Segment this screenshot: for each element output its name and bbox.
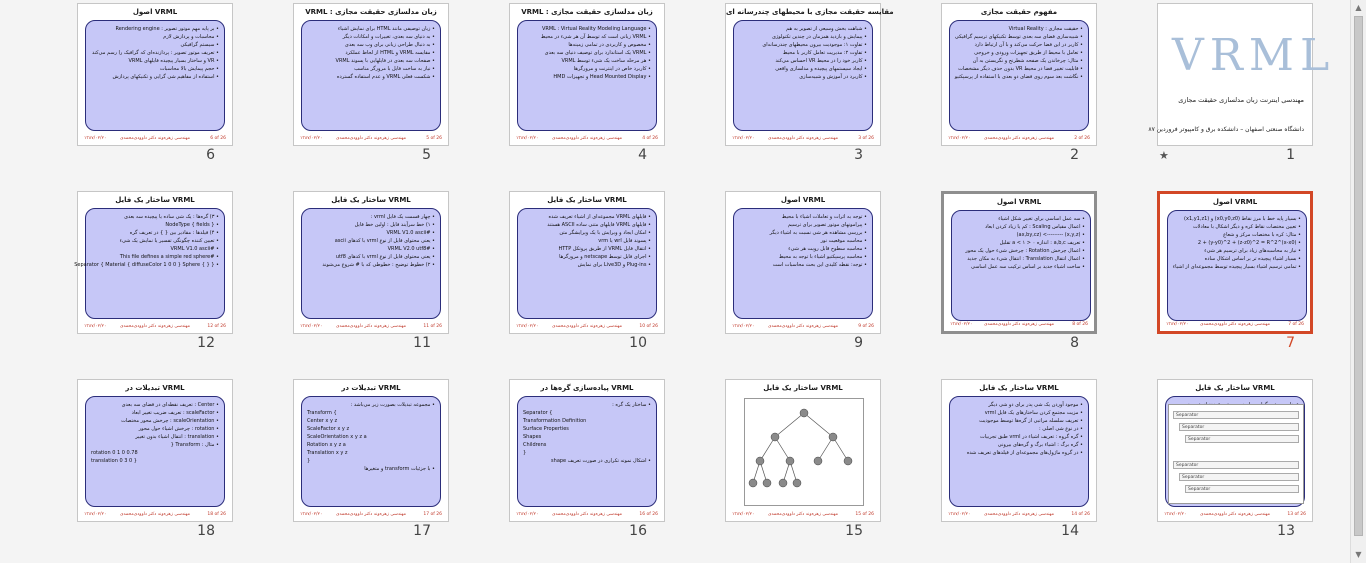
- slide-title: پیاده‌سازی گره‌ها در VRML: [540, 384, 634, 392]
- slide-12-preview[interactable]: [74, 191, 233, 334]
- title-slide-university: دانشگاه صنعتی اصفهان – دانشکده برق و کامپیوتر فروردین ۸۷: [1148, 126, 1304, 133]
- slide-content-box: [517, 20, 657, 131]
- slide-number: 12: [197, 335, 215, 351]
- slide-bullet: • نیاز به محاسبه‌های زیاد برای ترسیم هر شیء: [1204, 248, 1301, 254]
- slide-bullet: • یعنی محتوای فایل از نوع vrml با کدهای utf8: [335, 254, 435, 260]
- slide-title: تبدیلات در VRML: [341, 384, 401, 392]
- slide-thumbnail-6[interactable]: [77, 3, 233, 163]
- vertical-scrollbar[interactable]: [1350, 0, 1366, 563]
- slide-bullet: • شباهت بخش وسیعی از تصویر به هم: [786, 26, 867, 32]
- footer-date: ۱۳۸۷/۰۲/۲۰: [1164, 512, 1187, 517]
- slide-footer: [78, 511, 232, 519]
- slide-bullet: • تعریف سلسله مراتبی از گره‌ها توسط موجودیت: [979, 418, 1083, 424]
- tree-edge: [804, 413, 833, 437]
- slide-title: ساختار یک فایل VRML: [547, 196, 627, 204]
- slide-footer: [726, 511, 880, 519]
- slide-number: 1: [1286, 147, 1295, 163]
- slide-bullet: • پیرامونهای موتور تصویر برای ترسیم: [787, 222, 867, 228]
- slide-bullet: • ایجاد سیستمهای پیچیده و مدلسازی واقعی: [775, 66, 867, 72]
- slide-bullet: }: [523, 450, 527, 456]
- slide-bullet: • موجود آوردن یک شی پدر برای دو شی دیگر: [988, 402, 1083, 408]
- scrollbar-thumb[interactable]: [1354, 16, 1363, 536]
- footer-page-count: 11 of 26: [423, 324, 442, 329]
- slide-bullet: • #VRML V1.0 ascii: [386, 230, 435, 236]
- slide-bullet: • scaleFactor : تعریف ضریب تغییر ابعاد: [131, 410, 219, 416]
- slide-thumbnail-13[interactable]: [1157, 379, 1313, 539]
- slide-bullet: • مثال : Transform {: [170, 442, 219, 448]
- footer-date: ۱۳۸۷/۰۲/۲۰: [84, 512, 107, 517]
- slide-bullet: • بر پایه مهم موتور تصویر : Rendering engine: [115, 26, 219, 32]
- footer-page-count: 9 of 26: [858, 324, 874, 329]
- slide-15-preview[interactable]: [725, 379, 881, 522]
- tree-node: [749, 479, 757, 487]
- footer-date: ۱۳۸۷/۰۲/۲۰: [84, 136, 107, 141]
- slide-bullet: • محاسبات و پردازش لازم: [163, 34, 219, 40]
- slide-bullet: • شکست فعلی VRML و عدم استفاده گسترده: [336, 74, 435, 80]
- slide-bullet: • شبیه‌سازی فضای سه بعدی توسط تکنیکهای ترسیم گرافیکی: [954, 34, 1083, 40]
- slide-bullet: • سه عمل اساسی برای تغییر شکل اشیاء: [998, 216, 1085, 222]
- slide-bullet: Surface Properties: [523, 426, 569, 432]
- slide-bullet: • امکان ایجاد و ویرایش با یک ویرایشگر متن: [559, 230, 651, 236]
- footer-date: ۱۳۸۷/۰۲/۲۰: [300, 512, 323, 517]
- slide-bullet: • تعیین مختصات نقاط کره و دیگر اشکال با معادلات: [1192, 224, 1301, 230]
- slide-content-box: [301, 396, 441, 507]
- slide-bullet: • کاربرد در آموزش و شبیه‌سازی: [799, 74, 867, 80]
- slide-footer: [944, 321, 1094, 329]
- slide-thumbnail-5[interactable]: [293, 3, 449, 163]
- slide-bullet: • توجه به اثرات و تعاملات اشیاء با محیط: [781, 214, 867, 220]
- slide-title: ساختار یک فایل VRML: [1195, 384, 1275, 392]
- slide-bullet: • چهار قسمت یک فایل vrml :: [370, 214, 435, 220]
- slide-title: تبدیلات در VRML: [125, 384, 185, 392]
- slide-bullet: • به دنبال طراحی زبانی برای وب سه بعدی: [344, 42, 435, 48]
- slide-bullet: Transform {: [307, 410, 337, 416]
- slide-bullet: • ساختار یک گره :: [612, 402, 651, 408]
- slide-bullet: • مثال: کره با مختصات مرکز و شعاع: [1223, 232, 1301, 238]
- footer-page-count: 8 of 26: [1072, 322, 1088, 327]
- slide-bullet: ScaleFactor x y z: [307, 426, 350, 432]
- slide-bullet: • سیستم گرافیکی: [180, 42, 219, 48]
- slide-1-preview[interactable]: [1148, 3, 1336, 146]
- slide-number: 2: [1070, 147, 1079, 163]
- footer-date: ۱۳۸۷/۰۲/۲۰: [516, 136, 539, 141]
- tree-svg: [745, 399, 863, 505]
- slide-thumbnail-1[interactable]: [1148, 3, 1336, 163]
- separator-row: Separator: [1185, 485, 1299, 493]
- footer-page-count: 18 of 26: [207, 512, 226, 517]
- footer-authors: مهندسی زهره‌وند دکتر داوودی‌محمدی: [983, 136, 1055, 141]
- footer-authors: مهندسی زهره‌وند دکتر داوودی‌محمدی: [119, 512, 191, 517]
- footer-authors: مهندسی زهره‌وند دکتر داوودی‌محمدی: [335, 512, 407, 517]
- slide-bullet: • اعمال چرخش Rotation : چرخش شیء حول یک محور: [965, 248, 1085, 254]
- footer-authors: مهندسی زهره‌وند دکتر داوودی‌محمدی: [1199, 322, 1271, 327]
- slide-title: مفهوم حقیقت مجازی: [980, 8, 1058, 16]
- slide-content-box: [85, 20, 225, 131]
- slide-bullet: • استفاده از مفاهیم شی گرایی و تکنیکهای پردازش: [112, 74, 219, 80]
- slide-6-preview[interactable]: [77, 3, 233, 146]
- tree-node: [793, 479, 801, 487]
- footer-page-count: 16 of 26: [639, 512, 658, 517]
- slide-bullet: • محاسبه پرسپکتیو اشیاء با توجه به محیط: [779, 254, 867, 260]
- slide-7-preview[interactable]: [1157, 191, 1313, 334]
- slide-title: اصول VRML: [780, 196, 826, 204]
- tree-node: [814, 457, 822, 465]
- footer-authors: مهندسی زهره‌وند دکتر داوودی‌محمدی: [119, 136, 191, 141]
- footer-authors: مهندسی زهره‌وند دکتر داوودی‌محمدی: [551, 136, 623, 141]
- slide-bullet: rotation 0 1 0 0.78: [91, 450, 138, 456]
- slide-footer: [510, 135, 664, 143]
- title-slide-subtitle: مهندسی اینترنت زبان مدلسازی حقیقت مجازی: [1178, 96, 1304, 104]
- slide-content-box: [1167, 210, 1307, 321]
- slide-bullet: • حجم پیمایش بالا محاسبات: [159, 66, 219, 72]
- slide-bullet: • VRML یک استاندارد برای توصیف دنیای سه بعدی: [544, 50, 651, 56]
- footer-date: ۱۳۸۷/۰۲/۲۰: [516, 512, 539, 517]
- slide-thumbnail-3[interactable]: [725, 3, 894, 163]
- footer-authors: مهندسی زهره‌وند دکتر داوودی‌محمدی: [767, 512, 839, 517]
- slide-content-box: [301, 20, 441, 131]
- slide-bullet: • #VRML V1.0 ascii: [170, 246, 219, 252]
- footer-date: ۱۳۸۷/۰۲/۲۰: [300, 324, 323, 329]
- slide-content-box: [949, 20, 1089, 131]
- footer-authors: مهندسی زهره‌وند دکتر داوودی‌محمدی: [551, 512, 623, 517]
- slide-bullet: • scaleOrientation : چرخش محور مختصات: [121, 418, 219, 424]
- footer-date: ۱۳۸۷/۰۲/۲۰: [950, 322, 973, 327]
- slide-bullet: • بسیار اشیاء پیچیده تر بر اساس اشکال ساده: [1204, 256, 1301, 262]
- slide-bullet: • کاربر در این فضا حرکت می‌کند و با آن ارتباط دارد: [974, 42, 1083, 48]
- slide-13-preview[interactable]: [1157, 379, 1313, 522]
- slide-bullet: • VRML : Virtual Reality Modeling Language: [541, 26, 651, 32]
- footer-date: ۱۳۸۷/۰۲/۲۰: [1166, 322, 1189, 327]
- slide-bullet: • مثال: چرخاندن یک صفحه شطرنج و نگریستن به آن: [972, 58, 1083, 64]
- slide-bullet: • NodeType { fields }: [165, 222, 219, 228]
- slide-9-preview[interactable]: [725, 191, 881, 334]
- slide-bullet: }: [307, 458, 311, 464]
- slide-bullet: • ساخت اشیاء جدید بر اساس ترکیب سه عمل اساسی: [971, 264, 1085, 270]
- footer-date: ۱۳۸۷/۰۲/۲۰: [84, 324, 107, 329]
- slide-bullet: • translation : انتقال اشیاء بدون تغییر: [135, 434, 219, 440]
- footer-date: ۱۳۸۷/۰۲/۲۰: [732, 136, 755, 141]
- tree-edge: [775, 413, 804, 437]
- slide-2-preview[interactable]: [941, 3, 1097, 146]
- scroll-up-arrow-icon[interactable]: ▲: [1355, 3, 1362, 12]
- slide-bullet: Transformation Definition: [523, 418, 587, 424]
- slide-footer: [1158, 511, 1312, 519]
- footer-date: ۱۳۸۷/۰۲/۲۰: [732, 324, 755, 329]
- slide-number: 16: [629, 523, 647, 539]
- slide-10-preview[interactable]: [509, 191, 665, 334]
- slide-bullet: Center x y z: [307, 418, 338, 424]
- footer-authors: مهندسی زهره‌وند دکتر داوودی‌محمدی: [1199, 512, 1271, 517]
- slide-4-preview[interactable]: [509, 3, 665, 146]
- tree-node: [763, 479, 771, 487]
- slide-bullet: • نگاشت بعد سوم روی فضای دو بعدی با استفاده از پرسپکتیو: [954, 74, 1083, 80]
- slide-content-box: [517, 396, 657, 507]
- slide-bullet: • قابلیت تغییر فضا در محیط VR بدون حذف دیگر مشخصات: [958, 66, 1083, 72]
- slide-footer: [510, 511, 664, 519]
- slide-footer: [942, 135, 1096, 143]
- slide-bullet: • گره گروه : تعریف اشیاء در vrml طبق تجربیات: [980, 434, 1083, 440]
- slide-thumbnail-7[interactable]: [1157, 191, 1313, 351]
- slide-title: اصول VRML: [1212, 198, 1258, 206]
- slide-number: 6: [206, 147, 215, 163]
- footer-date: ۱۳۸۷/۰۲/۲۰: [948, 136, 971, 141]
- slide-bullet: Rotation x y z a: [307, 442, 346, 448]
- slide-thumbnail-9[interactable]: [725, 191, 881, 351]
- slide-14-preview[interactable]: [941, 379, 1097, 522]
- slide-number: 4: [638, 147, 647, 163]
- slide-bullet: • اعمال انتقال Translation : انتقال شیء به مکان جدید: [967, 256, 1085, 262]
- slide-bullet: • تعریف موتور تصویر : پردازنده‌ای که گرافیک را رسم می‌کند: [92, 50, 219, 56]
- footer-date: ۱۳۸۷/۰۲/۲۰: [516, 324, 539, 329]
- slide-footer: [510, 323, 664, 331]
- slide-bullet: translation 0 3 0 }: [91, 458, 137, 464]
- slide-bullet: • پیمایش و بازدید همزمان در چندین تکنولوژی: [771, 34, 867, 40]
- separator-row: Separator: [1185, 435, 1299, 443]
- slide-3-preview[interactable]: [725, 3, 894, 146]
- slide-bullet: • (x,y,z) ---------> (ax,by,cz): [1016, 232, 1085, 238]
- slide-bullet: • Center : تعریف نقطه‌ای در فضای سه بعدی: [121, 402, 219, 408]
- slide-thumbnail-12[interactable]: [74, 191, 233, 351]
- slide-bullet: Translation x y z: [307, 450, 348, 456]
- hierarchy-table-image: [1168, 404, 1304, 504]
- slide-bullet: • در گروه ماژول‌های مجموعه‌ای از فیلدهای تعریف شده: [966, 450, 1083, 456]
- slide-thumbnail-16[interactable]: [509, 379, 665, 539]
- footer-page-count: 6 of 26: [210, 136, 226, 141]
- separator-row: Separator: [1173, 461, 1299, 469]
- slide-bullet: • تعامل با محیط از طریق تجهیزات ورودی و خروجی: [974, 50, 1083, 56]
- slide-bullet: • محاسبه سطوح قابل رویت هر شیء: [788, 246, 867, 252]
- footer-page-count: 2 of 26: [1074, 136, 1090, 141]
- tree-node: [829, 433, 837, 441]
- slide-bullet: • #This file defines a simple red sphere: [119, 254, 219, 260]
- slide-bullet: • اجرای فایل توسط netscape و مرورگرها: [559, 254, 651, 260]
- footer-authors: مهندسی زهره‌وند دکتر داوودی‌محمدی: [335, 324, 407, 329]
- slide-footer: [294, 511, 448, 519]
- slide-bullet: • VRML زبانی است که توسط آن هر شیء در محیط: [540, 34, 651, 40]
- slide-bullet: • انتقال فایل VRML از طریق پروتکل HTTP: [558, 246, 651, 252]
- slide-bullet: • Plug-ins و Live3D برای نمایش: [577, 262, 651, 268]
- scroll-down-arrow-icon[interactable]: ▼: [1355, 550, 1362, 559]
- slide-8-preview[interactable]: [941, 191, 1097, 334]
- slide-number: 14: [1061, 523, 1079, 539]
- slide-bullet: • Head Mounted Display و تجهیزات HMD: [553, 74, 651, 80]
- slide-bullet: Shapes: [523, 434, 542, 440]
- slide-bullet: • مخصوص و کاربردی در تمامی زمینه‌ها: [568, 42, 651, 48]
- footer-page-count: 5 of 26: [426, 136, 442, 141]
- slide-11-preview[interactable]: [293, 191, 449, 334]
- slide-bullet: • تفاوت ۲: مدیریت تعامل کاربر با محیط: [782, 50, 867, 56]
- slide-bullet: • مزیت مجتمع کردن ساختارهای یک فایل vrml: [984, 410, 1083, 416]
- slide-number: 17: [413, 523, 431, 539]
- slide-5-preview[interactable]: [293, 3, 449, 146]
- slide-thumbnail-2[interactable]: [941, 3, 1097, 163]
- slide-bullet: • تعیین کننده چگونگی تفسیر یا نمایش یک شیء: [119, 238, 219, 244]
- slide-bullet: • صفحات سه بعدی در فایلهایی با پسوند VRML: [335, 58, 435, 64]
- footer-page-count: 12 of 26: [207, 324, 226, 329]
- slide-footer: [294, 323, 448, 331]
- footer-date: ۱۳۸۷/۰۲/۲۰: [732, 512, 755, 517]
- footer-date: ۱۳۸۷/۰۲/۲۰: [300, 136, 323, 141]
- footer-page-count: 10 of 26: [639, 324, 658, 329]
- slide-title: ساختار یک فایل VRML: [979, 384, 1059, 392]
- footer-page-count: 3 of 26: [858, 136, 874, 141]
- slide-bullet: • VR و ساختار بسیار پیچیده فایلهای VRML: [128, 58, 219, 64]
- slide-bullet: • توجه: نقطه کلیدی این بحث محاسبات است: [772, 262, 867, 268]
- footer-page-count: 7 of 26: [1288, 322, 1304, 327]
- slide-bullet: • حقیقت مجازی : Virtual Reality: [1008, 26, 1083, 32]
- slide-bullet: • هر مرحله ساخت یک شیء توسط VRML: [561, 58, 651, 64]
- slide-bullet: Separator {: [523, 410, 553, 416]
- slide-18-preview[interactable]: [77, 379, 233, 522]
- footer-page-count: 17 of 26: [423, 512, 442, 517]
- slide-thumbnail-18[interactable]: [77, 379, 233, 539]
- footer-authors: مهندسی زهره‌وند دکتر داوودی‌محمدی: [983, 322, 1055, 327]
- slide-bullet: • پسوند فایل wrl یا vrm: [598, 238, 651, 244]
- footer-page-count: 14 of 26: [1071, 512, 1090, 517]
- slide-number: 18: [197, 523, 215, 539]
- slide-bullet: • در نوع شی اصلی :: [1039, 426, 1083, 432]
- slide-number: 8: [1070, 335, 1079, 351]
- slide-bullet: • تعریف a,b,c : اندازه ۰ < a < ۱ تقلیل: [999, 240, 1085, 246]
- footer-authors: مهندسی زهره‌وند دکتر داوودی‌محمدی: [335, 136, 407, 141]
- tree-node: [786, 457, 794, 465]
- slide-bullet: • اشکال نمونه تکراری در صورت تعریف shape: [551, 458, 651, 464]
- slide-bullet: • مقایسه VRML و HTML از لحاظ عملکرد: [345, 50, 435, 56]
- separator-row: Separator: [1173, 411, 1299, 419]
- slide-title: اصول VRML: [132, 8, 178, 16]
- footer-page-count: 15 of 26: [855, 512, 874, 517]
- slide-bullet: • rotation : چرخش اشیاء حول محور: [138, 426, 219, 432]
- tree-node: [771, 433, 779, 441]
- slide-content-box: [85, 396, 225, 507]
- slide-number: 3: [854, 147, 863, 163]
- slide-thumbnail-8[interactable]: [941, 191, 1097, 351]
- slide-content-box: [733, 20, 873, 131]
- slide-bullet: ScaleOrientation x y z a: [307, 434, 367, 440]
- slide-number: 7: [1286, 335, 1295, 351]
- slide-footer: [1160, 321, 1310, 329]
- slide-bullet: • (x-x0)^2 + (y-y0)^2 + (z-z0)^2 = R^2: [1197, 240, 1301, 246]
- footer-page-count: 13 of 26: [1287, 512, 1306, 517]
- slide-bullet: Childrens: [523, 442, 547, 448]
- footer-authors: مهندسی زهره‌وند دکتر داوودی‌محمدی: [119, 324, 191, 329]
- footer-authors: مهندسی زهره‌وند دکتر داوودی‌محمدی: [767, 324, 839, 329]
- slide-bullet: • تمامی ترسیم اشیاء بسیار پیچیده توسط مجموعه‌ای از اشیاء: [1172, 264, 1301, 270]
- footer-authors: مهندسی زهره‌وند دکتر داوودی‌محمدی: [767, 136, 839, 141]
- slide-footer: [726, 135, 880, 143]
- tree-node: [844, 457, 852, 465]
- slide-title: ساختار یک فایل VRML: [331, 196, 411, 204]
- transition-star-icon[interactable]: ★: [1159, 149, 1169, 162]
- slide-bullet: • اعمال مقیاس Scaling : کم یا زیاد کردن ابعاد: [985, 224, 1085, 230]
- slide-content-box: [733, 208, 873, 319]
- slide-footer: [294, 135, 448, 143]
- tree-node: [800, 409, 808, 417]
- slide-bullet: • فایلهای VRML فایلهای متنی ساده ASCII هستند: [547, 222, 651, 228]
- vrml-logo: VRML: [1172, 30, 1336, 81]
- slide-bullet: • با جزئیات transform و متغیرها: [364, 466, 435, 472]
- separator-row: Separator: [1179, 423, 1299, 431]
- slide-number: 9: [854, 335, 863, 351]
- footer-date: ۱۳۸۷/۰۲/۲۰: [948, 512, 971, 517]
- slide-content-box: [517, 208, 657, 319]
- slide-bullet: • ۴) فیلدها : مقادیر بین { } در تعریف گره: [129, 230, 219, 236]
- slide-thumbnail-11[interactable]: [293, 191, 449, 351]
- slide-bullet: • فایلهای VRML مجموعه‌ای از اشیاء تعریف شده: [548, 214, 651, 220]
- slide-content-box: [951, 210, 1091, 321]
- tree-node: [756, 457, 764, 465]
- slide-footer: [942, 511, 1096, 519]
- slide-bullet: • ۳) گره‌ها : یک شی ساده یا پیچیده سه بعدی: [124, 214, 219, 220]
- slide-number: 10: [629, 335, 647, 351]
- slide-bullet: • تفاوت ۱: موجودیت بیرون محیطهای چندرسانه‌ای: [762, 42, 867, 48]
- footer-authors: مهندسی زهره‌وند دکتر داوودی‌محمدی: [551, 324, 623, 329]
- slide-content-box: [949, 396, 1089, 507]
- slide-bullet: • مجموعه تبدیلات بصورت زیر می‌باشد :: [350, 402, 435, 408]
- slide-bullet: • ۱) خط سرآیند فایل : اولین خط فایل: [354, 222, 435, 228]
- slide-bullet: • یعنی محتوای فایل از نوع vrml با کدهای ascii: [334, 238, 435, 244]
- tree-node: [779, 479, 787, 487]
- slide-thumbnail-10[interactable]: [509, 191, 665, 351]
- slide-17-preview[interactable]: [293, 379, 449, 522]
- slide-title: ساختار یک فایل VRML: [115, 196, 195, 204]
- slide-number: 11: [413, 335, 431, 351]
- footer-page-count: 4 of 26: [642, 136, 658, 141]
- slide-bullet: • کاربرد خاص در اینترنت و مرورگرها: [573, 66, 651, 72]
- slide-bullet: • #VRML V2.0 utf8: [387, 246, 435, 252]
- slide-bullet: • کاربر خود را در محیط VR احساس می‌کند: [775, 58, 867, 64]
- slide-number: 13: [1277, 523, 1295, 539]
- slide-title: VRML : زبان مدلسازی حقیقت مجازی: [521, 8, 653, 16]
- slide-bullet: • به دنیای سه بعدی، تغییرات و امکانات دیگر: [342, 34, 435, 40]
- slide-bullet: • Separator { Material { diffuseColor 1 0 0 } Sphere { } }: [74, 262, 219, 268]
- slide-title: ساختار یک فایل VRML: [763, 384, 843, 392]
- slide-bullet: • محاسبه موقعیت نور: [820, 238, 867, 244]
- slide-thumbnail-15[interactable]: [725, 379, 881, 539]
- slide-bullet: • نیاز به ساخت فایل با مرورگر مناسب: [354, 66, 435, 72]
- slide-bullet: • زبان توصیفی مانند HTML برای نمایش اشیاء: [337, 26, 435, 32]
- slide-16-preview[interactable]: [509, 379, 665, 522]
- slide-thumbnail-14[interactable]: [941, 379, 1097, 539]
- separator-row: Separator: [1179, 473, 1299, 481]
- slide-thumbnail-17[interactable]: [293, 379, 449, 539]
- slide-content-box: [74, 208, 225, 319]
- slide-footer: [78, 135, 232, 143]
- slide-bullet: • گره برگ : اشیاء برگ و گره‌های بیرونی: [997, 442, 1083, 448]
- slide-number: 5: [422, 147, 431, 163]
- slide-title: VRML : زبان مدلسازی حقیقت مجازی: [305, 8, 437, 16]
- slide-title: اصول VRML: [996, 198, 1042, 206]
- slide-bullet: • ۲) خطوط توضیح : خطوطی که با # شروع می‌شوند: [322, 262, 435, 268]
- slide-content-box: [301, 208, 441, 319]
- slide-bullet: • بررسی مشاهده هر شی نسبت به اشیاء دیگر: [769, 230, 867, 236]
- footer-authors: مهندسی زهره‌وند دکتر داوودی‌محمدی: [983, 512, 1055, 517]
- slide-footer: [726, 323, 880, 331]
- slide-footer: [78, 323, 232, 331]
- slide-bullet: • بسیار پایه خط با مرز نقاط (x0,y0,z0) و (x1,y1,z1): [1184, 216, 1301, 222]
- slide-number: 15: [845, 523, 863, 539]
- node-tree-diagram: [744, 398, 864, 506]
- slide-thumbnail-4[interactable]: [509, 3, 665, 163]
- slide-title: مقایسه حقیقت مجازی با محیطهای چندرسانه ای: [726, 8, 894, 16]
